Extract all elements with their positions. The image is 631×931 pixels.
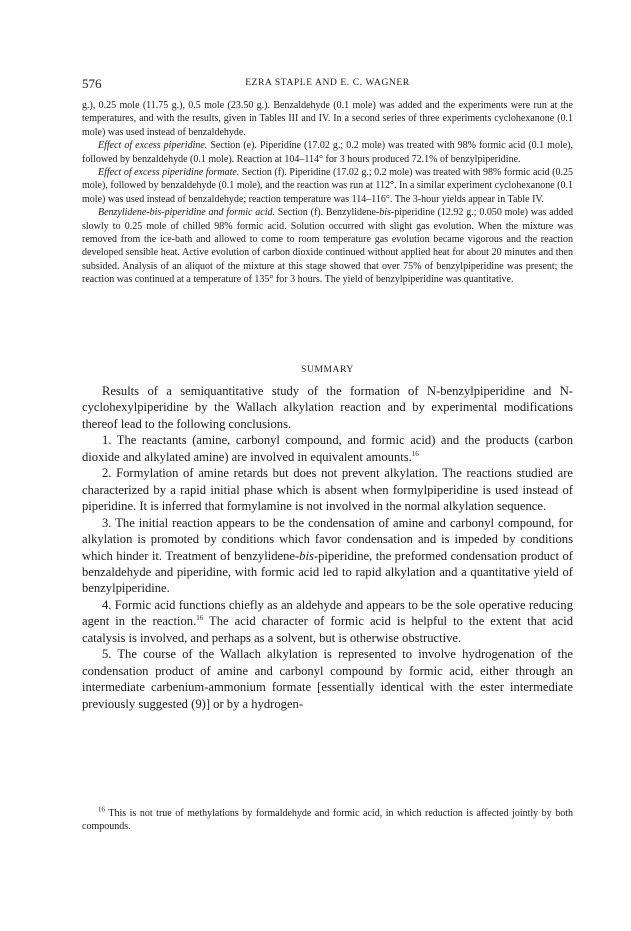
footnote-ref: 16	[411, 449, 419, 458]
summary-intro: Results of a semiquantitative study of the formation of N-benzylpiperidine and N-cyclohexylpiperidine by the Wallach alkylation reaction and by experimental modifications thereof lead to the following conclusions.	[82, 384, 573, 431]
experiment-title: Effect of excess piperidine formate.	[98, 167, 240, 179]
experimental-section	[82, 99, 573, 287]
summary-item: 4. Formic acid functions chiefly as an aldehyde and appears to be the sole operative reducing agent in the reaction.$^{16}$ The acid character of formic acid is helpful to the extent that acid catalysis is involved, and perhaps as a solvent, but is otherwise obstructive.	[82, 597, 573, 645]
summary-heading: SUMMARY	[301, 365, 354, 375]
summary-item: 1. The reactants (amine, carbonyl compound, and formic acid) and the products (carbon dioxide and alkylated amine) are involved in equivalent amounts.$^{16}$	[82, 433, 573, 464]
running-head: EZRA STAPLE AND E. C. WAGNER	[245, 78, 410, 88]
footnote-text: This is not true of methylations by formaldehyde and formic acid, in which reduction is affected jointly by both compounds.	[82, 808, 573, 833]
summary-section	[82, 383, 573, 712]
footnote-number: 16	[98, 805, 105, 814]
experiment-title: Benzylidene-bis-piperidine and formic acid.	[98, 207, 275, 219]
experimental-paragraph: Effect of excess piperidine formate. Section (f). Piperidine (17.02 g.; 0.2 mole) was treated with 98% formic acid (0.25 mole), followed by benzaldehyde (0.1 mole), and the reaction was run at 112°. In a similar experiment cyclohexanone (0.1 mole) was used instead of benzaldehyde; reaction temperature was 114–116°. The 3-hour yields appear in Table IV.	[82, 167, 573, 205]
footnote	[82, 807, 573, 834]
summary-item: 3. The initial reaction appears to be the condensation of amine and carbonyl compound, for alkylation is promoted by conditions which favor condensation and is impeded by conditions which hinder it. Treatment of benzylidene-bis-piperidine, the preformed condensation product of benzaldehyde and piperidine, with formic acid led to rapid alkylation and a quantitative yield of benzylpiperidine.	[82, 515, 573, 596]
experimental-paragraph: g.), 0.25 mole (11.75 g.), 0.5 mole (23.50 g.). Benzaldehyde (0.1 mole) was added and the experiments were run at the temperatures, and with the results, given in Tables III and IV. In a second series of three experiments cyclohexanone (0.1 mole) was used instead of benzaldehyde.	[82, 100, 573, 138]
page-number: 576	[82, 76, 102, 91]
page-header	[82, 76, 573, 92]
summary-item: 5. The course of the Wallach alkylation is represented to involve hydrogenation of the condensation product of amine and carbonyl compound by formic acid, either through an intermediate carbenium-ammonium formate [essentially identical with the ester intermediate previously suggested (9)] or by a hydrogen-	[82, 647, 573, 711]
summary-item: 2. Formylation of amine retards but does not prevent alkylation. The reactions studied are characterized by a rapid initial phase which is absent when formylpiperidine is used instead of piperidine. It is inferred that formylamine is not involved in the normal alkylation sequence.	[82, 466, 573, 514]
footnote-ref: 16	[196, 614, 204, 623]
experimental-paragraph: Benzylidene-bis-piperidine and formic acid. Section (f). Benzylidene-bis-piperidine (12.92 g.; 0.050 mole) was added slowly to 0.25 mole of chilled 98% formic acid. Solution occurred with slight gas evolution. When the mixture was removed from the ice-bath and allowed to come to room temperature gas evolution became vigorous and the reaction developed sensible heat. Active evolution of carbon dioxide continued without applied heat for about 20 minutes and then subsided. Analysis of an aliquot of the mixture at this stage showed that over 75% of benzylpiperidine was present; the reaction was continued at a temperature of 135° for 3 hours. The yield of benzylpiperidine was quantitative.	[82, 207, 574, 286]
experimental-paragraph: Effect of excess piperidine. Section (e). Piperidine (17.02 g.; 0.2 mole) was treated with 98% formic acid (0.1 mole), followed by benzaldehyde (0.1 mole). Reaction at 104–114° for 3 hours produced 72.1% of benzylpiperidine.	[82, 140, 573, 165]
experiment-title: Effect of excess piperidine.	[98, 140, 208, 152]
